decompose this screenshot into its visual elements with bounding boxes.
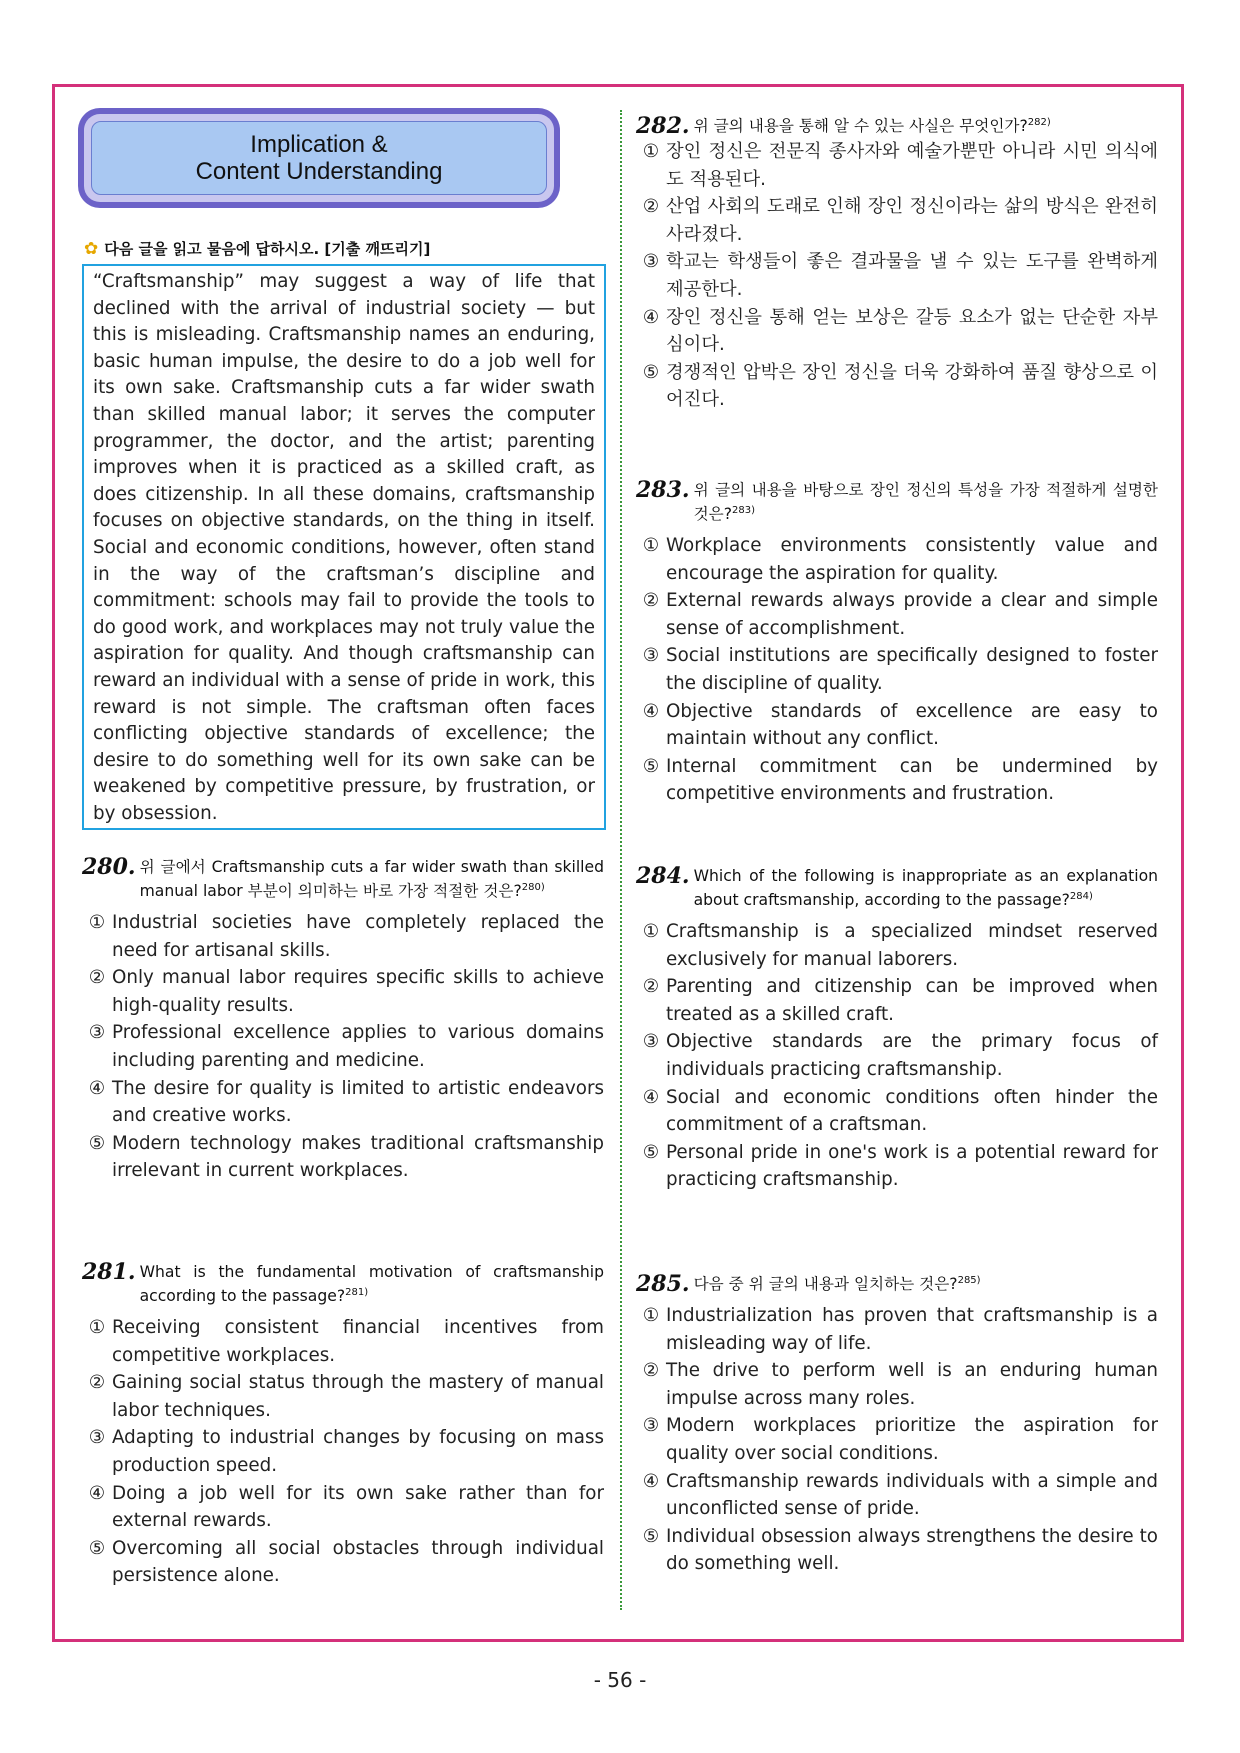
- option-5[interactable]: ⑤ Overcoming all social obstacles through individual persistence alone.: [88, 1537, 604, 1587]
- option-1[interactable]: ① Receiving consistent financial incentives from competitive workplaces.: [88, 1317, 604, 1366]
- option-2[interactable]: ② External rewards always provide a clear and simple sense of accomplishment.: [642, 590, 1158, 639]
- question-283: [636, 478, 1158, 808]
- instruction: [84, 238, 430, 259]
- option-1[interactable]: ① 장인 정신은 전문직 종사자와 예술가뿐만 아니라 시민 의식에도 적용된다.: [642, 141, 1158, 190]
- option-3[interactable]: ③ 학교는 학생들이 좋은 결과물을 낼 수 있는 도구를 완벽하게 제공한다.: [642, 251, 1158, 300]
- option-4[interactable]: ④ Objective standards of excellence are easy to maintain without any conflict.: [642, 700, 1158, 750]
- option-1[interactable]: ① Industrial societies have completely replaced the need for artisanal skills.: [88, 912, 604, 961]
- option-2[interactable]: ② Gaining social status through the mastery of manual labor techniques.: [88, 1372, 604, 1421]
- footnote-ref: 281): [345, 1286, 369, 1298]
- option-2[interactable]: ② Parenting and citizenship can be improved when treated as a skilled craft.: [642, 976, 1158, 1025]
- option-5[interactable]: ⑤ Internal commitment can be undermined by competitive environments and frustration.: [642, 755, 1158, 805]
- question-number: 284.: [636, 863, 690, 889]
- option-3[interactable]: ③ Modern workplaces prioritize the aspiration for quality over social conditions.: [642, 1415, 1158, 1464]
- page-number: - 56 -: [593, 1668, 647, 1692]
- question-text: 위 글에서 Craftsmanship cuts a far wider swath than skilled manual labor 부분이 의미하는 바로 가장 적절한 것은?: [139, 858, 604, 900]
- option-3[interactable]: ③ Professional excellence applies to various domains including parenting and medicine.: [88, 1022, 604, 1071]
- question-text: 위 글의 내용을 통해 알 수 있는 사실은 무엇인가?: [693, 117, 1028, 135]
- option-4[interactable]: ④ Social and economic conditions often hinder the commitment of a craftsman.: [642, 1086, 1158, 1136]
- option-3[interactable]: ③ Objective standards are the primary focus of individuals practicing craftsmanship.: [642, 1031, 1158, 1080]
- question-284: [636, 864, 1158, 1194]
- footnote-ref: 283): [732, 504, 755, 516]
- option-1[interactable]: ① Industrialization has proven that craftsmanship is a misleading way of life.: [642, 1305, 1158, 1354]
- instruction-text: 다음 글을 읽고 물음에 답하시오. [기출 깨뜨리기]: [104, 240, 431, 258]
- option-2[interactable]: ② The drive to perform well is an enduring human impulse across many roles.: [642, 1360, 1158, 1409]
- option-4[interactable]: ④ The desire for quality is limited to artistic endeavors and creative works.: [88, 1077, 604, 1127]
- question-text: 다음 중 위 글의 내용과 일치하는 것은?: [693, 1275, 958, 1293]
- option-4[interactable]: ④ 장인 정신을 통해 얻는 보상은 갈등 요소가 없는 단순한 자부심이다.: [642, 306, 1158, 356]
- section-title-line1: Implication &: [250, 131, 388, 158]
- option-5[interactable]: ⑤ Personal pride in one's work is a potential reward for practicing craftsmanship.: [642, 1141, 1158, 1191]
- option-5[interactable]: ⑤ Modern technology makes traditional craftsmanship irrelevant in current workplaces.: [88, 1132, 604, 1182]
- option-2[interactable]: ② 산업 사회의 도래로 인해 장인 정신이라는 삶의 방식은 완전히 사라졌다.: [642, 196, 1158, 245]
- question-text: What is the fundamental motivation of craftsmanship according to the passage?: [139, 1263, 604, 1305]
- question-281: [82, 1260, 604, 1590]
- question-number: 283.: [636, 477, 690, 503]
- question-number: 281.: [82, 1259, 136, 1285]
- question-number: 282.: [636, 113, 690, 139]
- footnote-ref: 280): [521, 881, 545, 893]
- question-285: [636, 1272, 1158, 1578]
- option-1[interactable]: ① Craftsmanship is a specialized mindset reserved exclusively for manual laborers.: [642, 921, 1158, 970]
- column-divider: [620, 110, 622, 1610]
- option-5[interactable]: ⑤ Individual obsession always strengthens the desire to do something well.: [642, 1525, 1158, 1575]
- question-number: 280.: [82, 854, 136, 880]
- question-282: [636, 114, 1158, 414]
- question-280: [82, 855, 604, 1185]
- question-text: 위 글의 내용을 바탕으로 장인 정신의 특성을 가장 적절하게 설명한 것은?: [693, 481, 1158, 523]
- option-1[interactable]: ① Workplace environments consistently value and encourage the aspiration for quality.: [642, 535, 1158, 584]
- section-title-line2: Content Understanding: [195, 158, 443, 185]
- reading-passage: “Craftsmanship” may suggest a way of life that declined with the arrival of industrial society — but this is misleading. Craftsmanship names an enduring, basic human impulse, the desire to do a job well for its own sake. Craftsmanship cuts a far wider swath than skilled manual labor; it serves the computer programmer, the doctor, and the artist; parenting improves when it is practiced as a skilled craft, as does citizenship. In all these domains, craftsmanship focuses on objective standards, on the thing in itself. Social and economic conditions, however, often stand in the way of the craftsman’s discipline and commitment: schools may fail to provide the tools to do good work, and workplaces may not truly value the aspiration for quality. And though craftsmanship can reward an individual with a sense of pride in work, this reward is not simple. The craftsman often faces conflicting objective standards of excellence; the desire to do something well for its own sake can be weakened by competitive pressure, by frustration, or by obsession.: [82, 264, 606, 830]
- option-2[interactable]: ② Only manual labor requires specific skills to achieve high-quality results.: [88, 967, 604, 1016]
- flower-icon: ✿: [84, 239, 99, 259]
- option-3[interactable]: ③ Social institutions are specifically designed to foster the discipline of quality.: [642, 645, 1158, 694]
- option-4[interactable]: ④ Doing a job well for its own sake rather than for external rewards.: [88, 1482, 604, 1532]
- question-number: 285.: [636, 1271, 690, 1297]
- footnote-ref: 282): [1027, 116, 1051, 128]
- option-3[interactable]: ③ Adapting to industrial changes by focusing on mass production speed.: [88, 1427, 604, 1476]
- footnote-ref: 284): [1069, 890, 1093, 902]
- option-5[interactable]: ⑤ 경쟁적인 압박은 장인 정신을 더욱 강화하여 품질 향상으로 이어진다.: [642, 361, 1158, 411]
- option-4[interactable]: ④ Craftsmanship rewards individuals with a simple and unconflicted sense of pride.: [642, 1470, 1158, 1520]
- section-title-banner: [78, 108, 560, 208]
- question-text: Which of the following is inappropriate as an explanation about craftsmanship, according to the passage?: [693, 867, 1158, 909]
- footnote-ref: 285): [957, 1274, 981, 1286]
